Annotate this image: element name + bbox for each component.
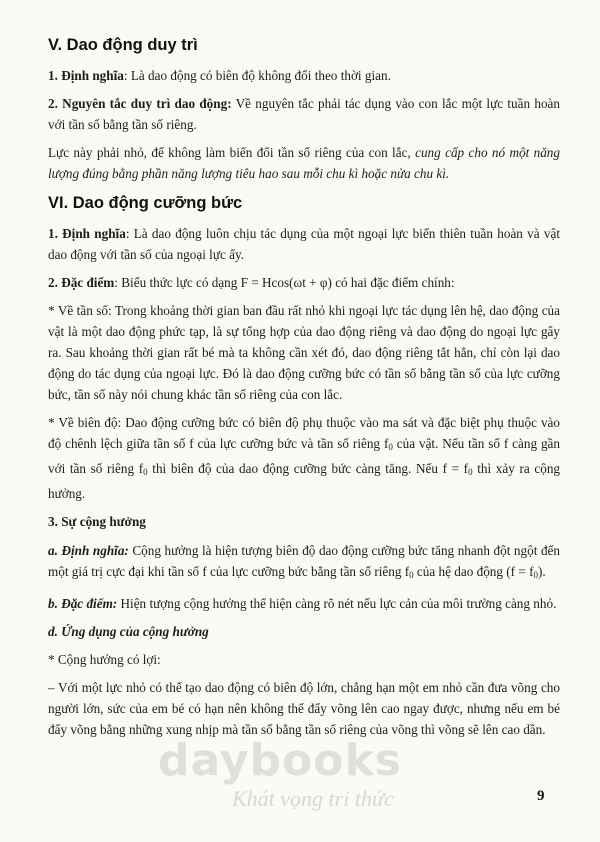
label: b. Đặc điểm: — [48, 596, 118, 611]
section-6-definition: 1. Định nghĩa: Là dao động luôn chịu tác dụng của một ngoại lực biến thiên tuần hoàn và vật dao động với tần số của ngoại lực ấy. — [48, 226, 560, 262]
watermark-tagline: Khát vọng tri thức — [232, 786, 394, 811]
section-5-heading: V. Dao động duy trì — [48, 36, 198, 54]
section-6-features: 2. Đặc điểm: Biểu thức lực có dạng F = Hcos(ωt + φ) có hai đặc điểm chính: — [48, 275, 455, 290]
frequency-paragraph: * Về tần số: Trong khoảng thời gian ban đầu rất nhỏ khi ngoại lực tác dụng lên hệ, dao động của vật là một dao động phức tạp, là sự tổng hợp của dao động riêng và dao động do ngoại lực gây ra. Sau khoảng thời gian rất bé mà ta không cần xét đó, dao động riêng tắt hẳn, chỉ còn lại dao động do tác dụng của ngoại lực. Đó là dao động cưỡng bức có tần số bằng tần số của lực cưỡng bức, tần số này nói chung khác tần số riêng của con lắc. — [48, 303, 560, 402]
resonance-heading: 3. Sự cộng hưởng — [48, 514, 146, 529]
resonance-benefit-text: – Với một lực nhỏ có thể tạo dao động có biên độ lớn, chẳng hạn một em nhỏ cần đưa võng cho người lớn, sức của em bé có hạn nên không thể đẩy võng lên cao ngay được, nhưng nếu em bé đẩy võng bằng những xung nhịp mà tần số bằng tần số riêng của võng thì võng sẽ lên cao dần. — [48, 680, 560, 737]
label: 2. Nguyên tắc duy trì dao động: — [48, 96, 232, 111]
section-5-principle: 2. Nguyên tắc duy trì dao động: Về nguyên tắc phải tác dụng vào con lắc một lực tuần hoàn với tần số bằng tần số riêng. — [48, 96, 560, 132]
amplitude-paragraph: * Về biên độ: Dao động cưỡng bức có biên độ phụ thuộc vào ma sát và đặc biệt phụ thuộc vào độ chênh lệch giữa tần số f của lực cưỡng bức và tần số riêng $f_0$ của vật. Nếu tần số f càng gần với tần số riêng $f_0$ thì biên độ của dao động cưỡng bức càng tăng. Nếu $f = f_0$ thì xảy ra cộng hưởng. — [48, 415, 561, 501]
label: 2. Đặc điểm — [48, 275, 115, 290]
resonance-applications-heading: d. Ứng dụng của cộng hưởng — [48, 624, 209, 639]
resonance-features: b. Đặc điểm: Hiện tượng cộng hưởng thể hiện càng rõ nét nếu lực cản của môi trường càng nhỏ. — [48, 596, 557, 611]
page-number: 9 — [537, 788, 545, 804]
section-6-heading: VI. Dao động cưỡng bức — [48, 194, 243, 212]
section-5-definition: 1. Định nghĩa: Là dao động có biên độ không đổi theo thời gian. — [48, 68, 391, 83]
label: a. Định nghĩa: — [48, 543, 129, 558]
resonance-definition: a. Định nghĩa: Cộng hưởng là hiện tượng biên độ dao động cưỡng bức tăng nhanh đột ngột đến một giá trị cực đại khi tần số f của lực cưỡng bức bằng tần số riêng $f_0$ của hệ dao động $(f = f_0)$. — [48, 543, 560, 580]
section-5-note: Lực này phải nhỏ, để không làm biến đổi tần số riêng của con lắc, cung cấp cho nó một năng lượng đúng bằng phần năng lượng tiêu hao sau mỗi chu kì hoặc nửa chu kì. — [48, 145, 560, 181]
page-content — [48, 36, 560, 747]
watermark-logo: daybooks — [158, 735, 402, 786]
label: 1. Định nghĩa — [48, 68, 124, 83]
resonance-benefit-label: * Cộng hưởng có lợi: — [48, 652, 161, 667]
label: 1. Định nghĩa — [48, 226, 126, 241]
